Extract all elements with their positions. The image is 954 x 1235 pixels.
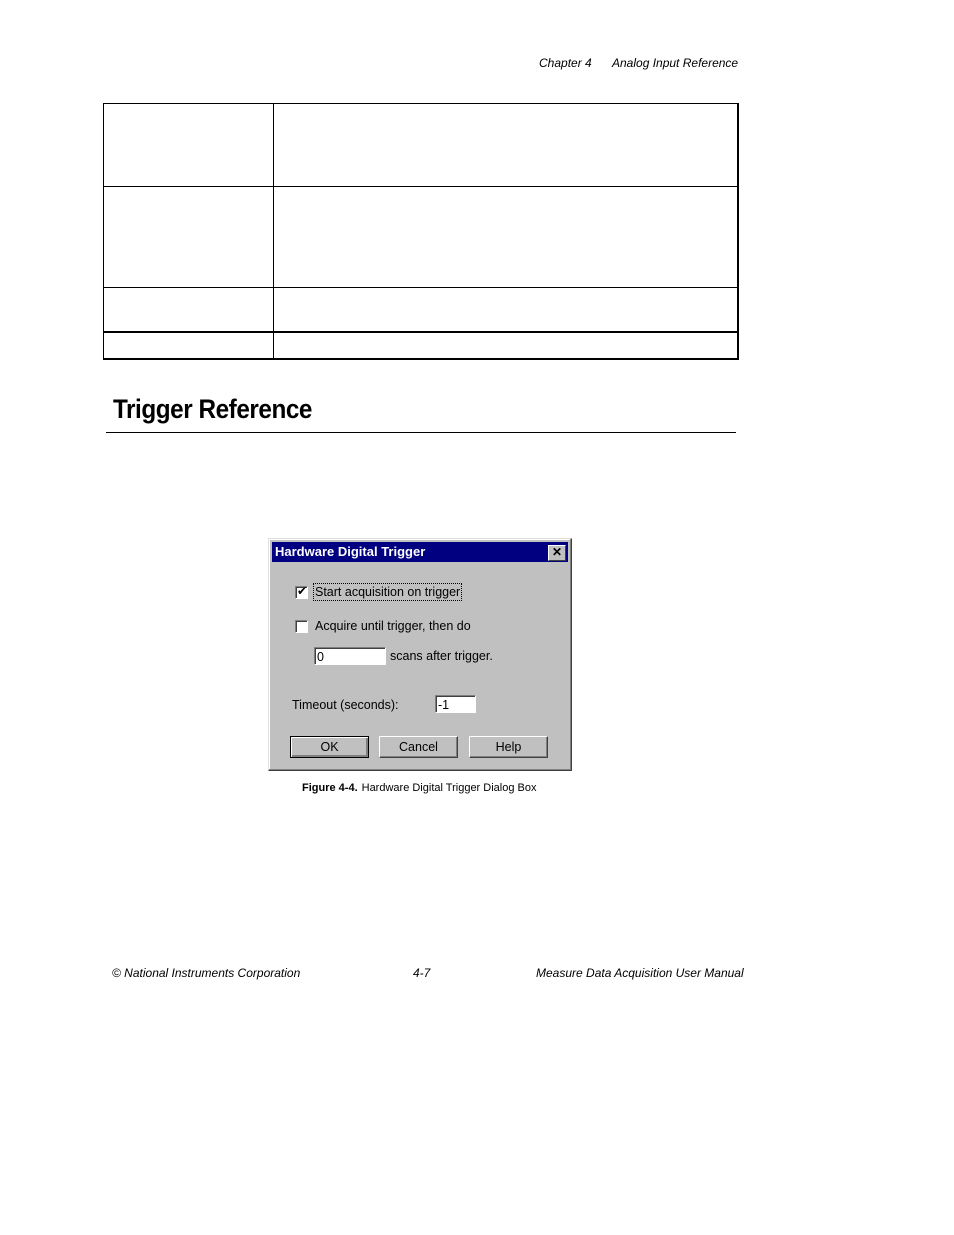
- table-row: [104, 333, 737, 357]
- table-row: [104, 288, 737, 333]
- figure-caption: [302, 782, 536, 794]
- close-icon[interactable]: ✕: [548, 545, 566, 561]
- dialog-title: Hardware Digital Trigger: [275, 544, 426, 559]
- footer-page-number: 4-7: [413, 966, 431, 980]
- acquire-until-trigger-checkbox[interactable]: [295, 620, 308, 633]
- acquire-until-trigger-label[interactable]: Acquire until trigger, then do: [315, 619, 471, 633]
- checkmark-icon: ✔: [297, 584, 308, 598]
- table-row: [104, 104, 737, 187]
- reference-table: [103, 103, 739, 360]
- section-rule: [106, 432, 736, 433]
- dialog-title-bar: [272, 542, 568, 562]
- scans-after-trigger-label: scans after trigger.: [390, 649, 493, 663]
- figure-caption-label: Figure 4-4.: [302, 782, 358, 794]
- timeout-input[interactable]: -1: [435, 695, 476, 713]
- footer-manual-title: Measure Data Acquisition User Manual: [536, 966, 744, 980]
- section-title: Trigger Reference: [113, 394, 312, 424]
- hardware-digital-trigger-dialog: [268, 538, 572, 771]
- header-section: Analog Input Reference: [612, 56, 739, 70]
- ok-button[interactable]: OK: [290, 736, 369, 758]
- header-chapter: Chapter 4: [539, 56, 592, 70]
- scans-after-trigger-input[interactable]: 0: [314, 647, 386, 665]
- start-on-trigger-label[interactable]: Start acquisition on trigger: [315, 585, 461, 599]
- footer-copyright: © National Instruments Corporation: [112, 966, 301, 980]
- help-button[interactable]: Help: [469, 736, 548, 758]
- start-on-trigger-checkbox[interactable]: [295, 586, 308, 599]
- cancel-button[interactable]: Cancel: [379, 736, 458, 758]
- figure-caption-text: Hardware Digital Trigger Dialog Box: [361, 782, 537, 794]
- timeout-label: Timeout (seconds):: [292, 698, 399, 712]
- table-row: [104, 187, 737, 288]
- table-column-divider: [273, 104, 274, 358]
